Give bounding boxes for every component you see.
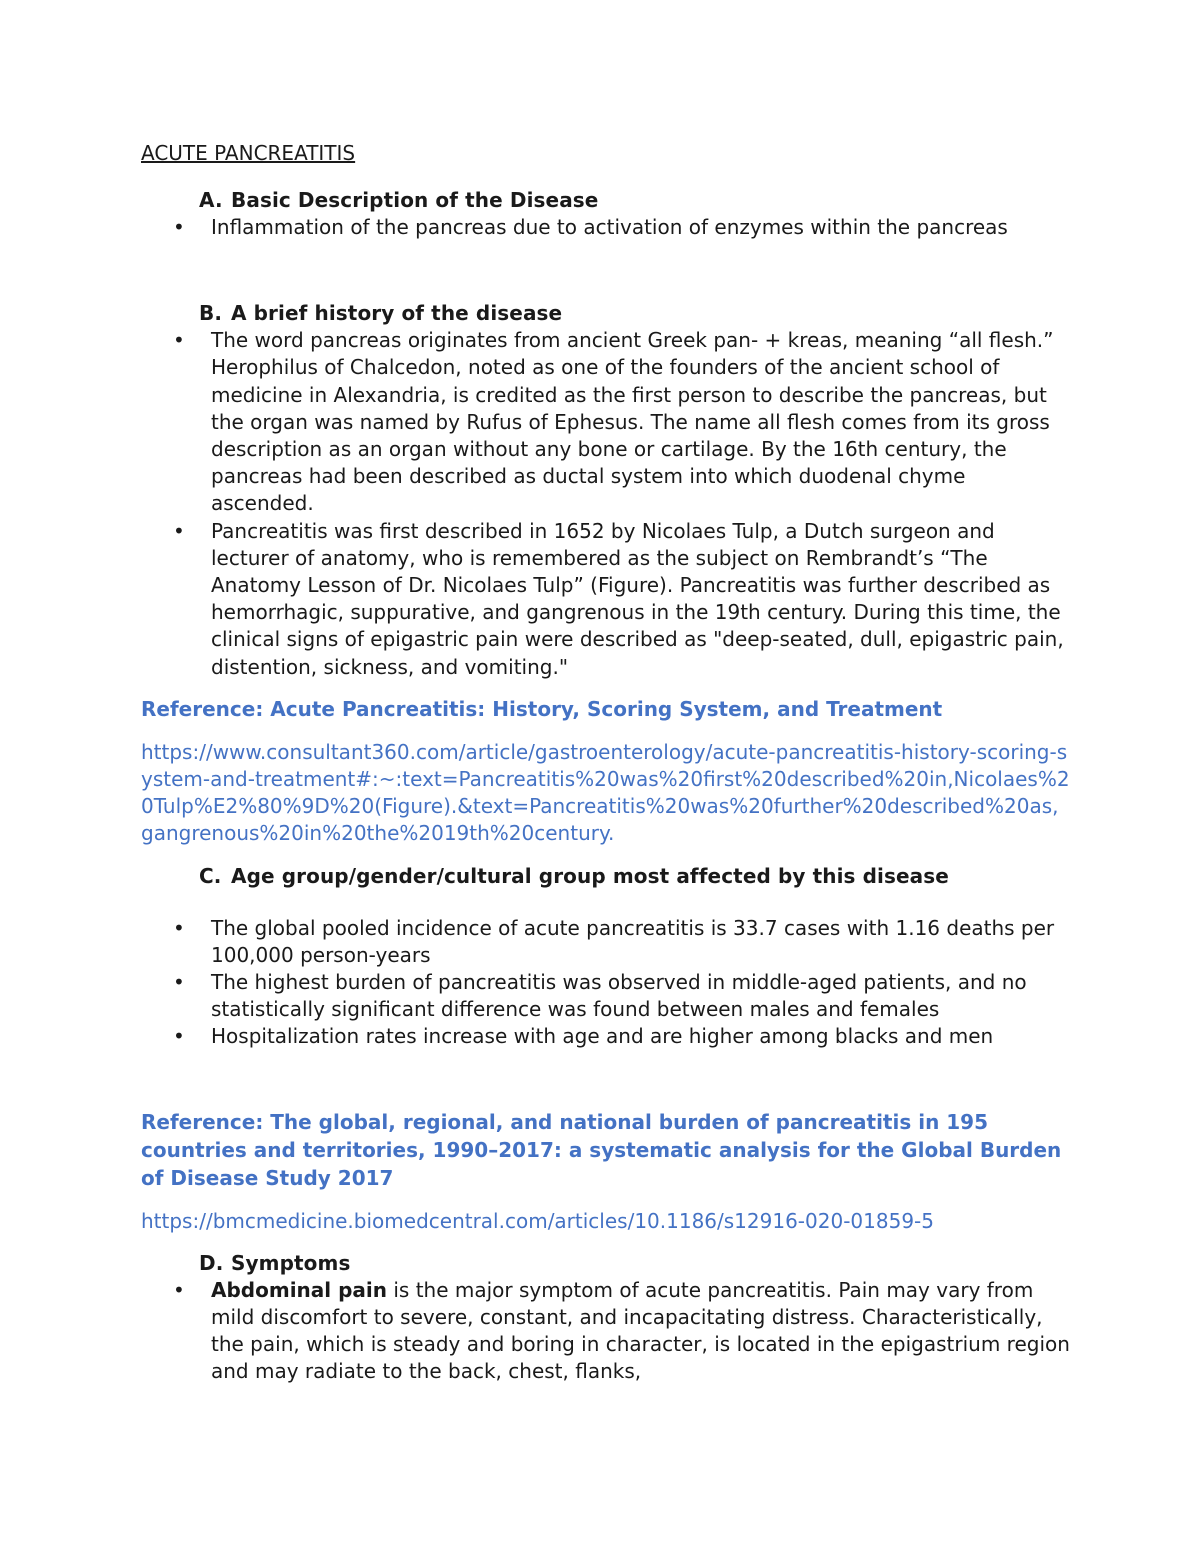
section-a-letter: A. bbox=[199, 188, 223, 212]
section-d-heading-text: Symptoms bbox=[231, 1250, 351, 1275]
section-d-heading bbox=[141, 1249, 1071, 1277]
list-item: • Inflammation of the pancreas due to activation of enzymes within the pancreas bbox=[141, 214, 1071, 241]
list-item: • The global pooled incidence of acute pancreatitis is 33.7 cases with 1.16 deaths per 100,000 person-years bbox=[141, 915, 1071, 969]
section-c-letter: C. bbox=[199, 863, 222, 888]
document-page bbox=[141, 138, 1071, 1386]
section-a-heading-text: Basic Description of the Disease bbox=[231, 188, 599, 212]
section-d bbox=[141, 1249, 1071, 1386]
section-d-letter: D. bbox=[199, 1250, 224, 1275]
document-title: ACUTE PANCREATITIS bbox=[141, 141, 356, 165]
section-c bbox=[141, 862, 1071, 1235]
section-a-heading bbox=[141, 186, 1071, 214]
symptom-description: is the major symptom of acute pancreatitis. Pain may vary from mild discomfort to severe, constant, and incapacitating distress. Characteristically, the pain, which is steady and boring in character, is located in the epigastrium region and may radiate to the back, chest, flanks, bbox=[211, 1277, 1070, 1384]
section-c-heading-text: Age group/gender/cultural group most affected by this disease bbox=[231, 863, 949, 888]
section-b-letter: B. bbox=[199, 301, 223, 326]
symptom-term: Abdominal pain bbox=[211, 1277, 388, 1302]
list-item bbox=[141, 1277, 1071, 1386]
section-b bbox=[141, 299, 1071, 847]
list-item: • Pancreatitis was first described in 1652 by Nicolaes Tulp, a Dutch surgeon and lecturer of anatomy, who is remembered as the subject on Rembrandt’s “The Anatomy Lesson of Dr. Nicolaes Tulp” (Figure). Pancreatitis was further described as hemorrhagic, suppurative, and gangrenous in the 19th century. During this time, the clinical signs of epigastric pain were described as "deep-seated, dull, epigastric pain, distention, sickness, and vomiting." bbox=[141, 518, 1071, 681]
section-b-bullets bbox=[141, 327, 1071, 681]
section-a-bullets bbox=[141, 214, 1071, 241]
list-item: • Hospitalization rates increase with age and are higher among blacks and men bbox=[141, 1023, 1071, 1050]
section-c-heading bbox=[141, 862, 1071, 890]
list-item: • The word pancreas originates from ancient Greek pan- + kreas, meaning “all flesh.” Herophilus of Chalcedon, noted as one of the founders of the ancient school of medicine in Alexandria, is credited as the first person to describe the pancreas, but the organ was named by Rufus of Ephesus. The name all flesh comes from its gross description as an organ without any bone or cartilage. By the 16th century, the pancreas had been described as ductal system into which duodenal chyme ascended. bbox=[141, 327, 1071, 517]
list-item: • The highest burden of pancreatitis was observed in middle-aged patients, and no statistically significant difference was found between males and females bbox=[141, 969, 1071, 1023]
reference-title: Reference: The global, regional, and national burden of pancreatitis in 195 countries and territories, 1990–2017: a systematic analysis for the Global Burden of Disease Study 2017 bbox=[141, 1109, 1062, 1190]
reference-link[interactable]: https://bmcmedicine.biomedcentral.com/articles/10.1186/s12916-020-01859-5 bbox=[141, 1208, 934, 1233]
section-b-heading-text: A brief history of the disease bbox=[231, 301, 563, 326]
reference-title: Reference: Acute Pancreatitis: History, Scoring System, and Treatment bbox=[141, 696, 943, 721]
section-b-heading bbox=[141, 299, 1071, 327]
section-d-bullets bbox=[141, 1277, 1071, 1386]
reference-link[interactable]: https://www.consultant360.com/article/gastroenterology/acute-pancreatitis-history-scoring-system-and-treatment#:~:text=Pancreatitis%20was%20first%20described%20in,Nicolaes%20Tulp%E2%80%9D%20(Figure).&text=Pancreatitis%20was%20further%20described%20as,gangrenous%20in%20the%2019th%20century. bbox=[141, 739, 1070, 846]
section-c-bullets bbox=[141, 915, 1071, 1051]
section-a bbox=[141, 186, 1071, 241]
